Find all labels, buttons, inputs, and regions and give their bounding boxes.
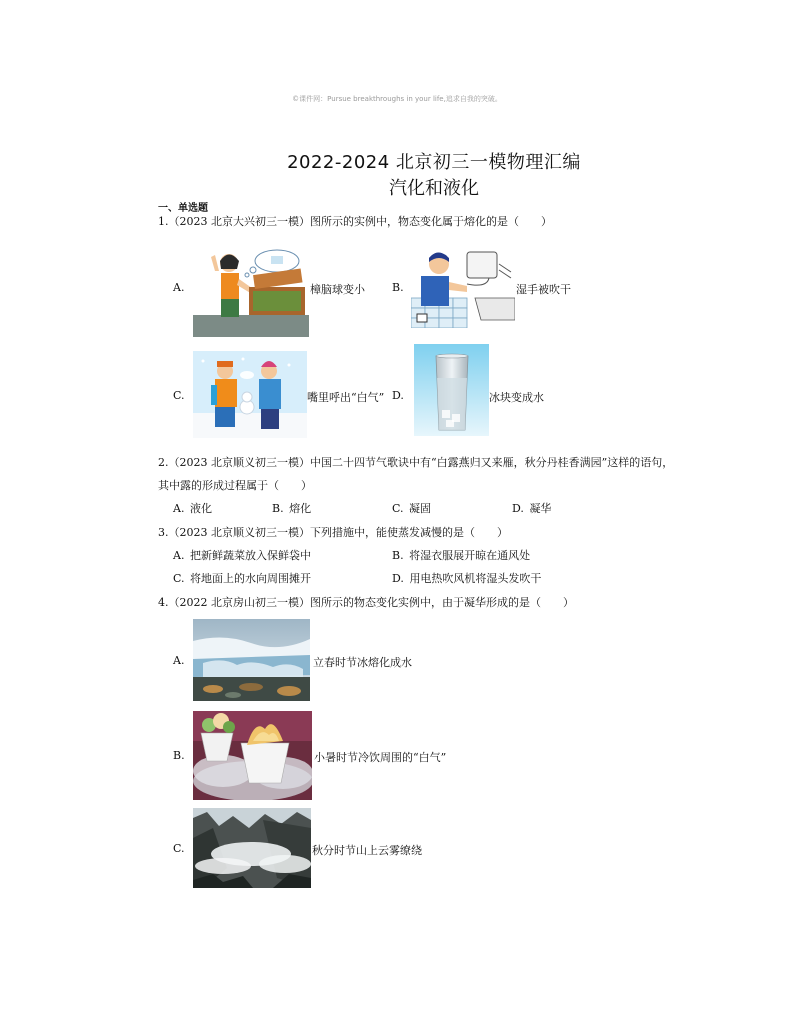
- q1-option-d-label: 冰块变成水: [489, 391, 544, 404]
- q3-option-b-letter: B.: [392, 549, 404, 562]
- q3-option-d: [392, 572, 541, 586]
- q4-option-a-image: [193, 619, 310, 701]
- question-3-stem: 3.（2023 北京顺义初三一模）下列措施中，能使蒸发减慢的是（ ）: [158, 526, 508, 539]
- q2-option-a: [173, 502, 212, 516]
- q2-option-a-letter: A.: [173, 502, 185, 515]
- q3-option-c-text: 将地面上的水向周围摊开: [190, 572, 312, 585]
- q3-option-b-text: 将湿衣服展开晾在通风处: [409, 549, 531, 562]
- q2-option-b-letter: B.: [272, 502, 284, 515]
- q3-option-a-text: 把新鲜蔬菜放入保鲜袋中: [189, 549, 311, 562]
- q4-option-c-label: 秋分时节山上云雾缭绕: [312, 844, 422, 857]
- document-title: 2022-2024 北京初三一模物理汇编: [287, 152, 581, 173]
- q2-option-b-text: 熔化: [289, 502, 312, 515]
- q4-option-c-letter: C.: [173, 842, 185, 855]
- question-2-stem-line1: 2.（2023 北京顺义初三一模）中国二十四节气歌诀中有“白露燕归又来雁，秋分丹桂香满园”这样的语句，: [158, 456, 674, 469]
- q1-option-b-label: 湿手被吹干: [516, 283, 571, 296]
- q3-option-a: [173, 549, 311, 563]
- q2-option-c-letter: C.: [392, 502, 404, 515]
- q1-option-c-image: [193, 351, 307, 438]
- q3-option-c: [173, 572, 311, 586]
- q1-option-d-image: [414, 344, 489, 436]
- q2-option-c-text: 凝固: [409, 502, 432, 515]
- q4-option-c-image: [193, 808, 311, 888]
- q2-option-d-text: 凝华: [529, 502, 552, 515]
- q1-option-b-letter: B.: [392, 281, 404, 294]
- document-subtitle: 汽化和液化: [389, 178, 479, 199]
- q4-option-a-label: 立春时节冰熔化成水: [313, 656, 412, 669]
- q3-option-d-letter: D.: [392, 572, 404, 585]
- q1-option-b-image: [411, 248, 515, 328]
- q2-option-a-text: 液化: [189, 502, 212, 515]
- q1-option-d-letter: D.: [392, 389, 404, 402]
- q2-option-c: [392, 502, 431, 516]
- question-4-stem: 4.（2022 北京房山初三一模）图所示的物态变化实例中，由于凝华形成的是（ ）: [158, 596, 574, 609]
- q2-option-b: [272, 502, 311, 516]
- q1-option-c-label: 嘴里呼出“白气”: [307, 391, 385, 404]
- q1-option-c-letter: C.: [173, 389, 185, 402]
- q1-option-a-label: 樟脑球变小: [310, 283, 365, 296]
- q4-option-b-label: 小暑时节冷饮周围的“白气”: [314, 751, 447, 764]
- q1-option-a-image: [193, 245, 309, 337]
- q3-option-c-letter: C.: [173, 572, 185, 585]
- section-heading: 一、单选题: [158, 203, 208, 214]
- q3-option-d-text: 用电热吹风机将湿头发吹干: [409, 572, 542, 585]
- q3-option-a-letter: A.: [173, 549, 185, 562]
- q3-option-b: [392, 549, 530, 563]
- q2-option-d-letter: D.: [512, 502, 524, 515]
- question-2-stem-line2: 其中露的形成过程属于（ ）: [158, 479, 312, 492]
- q4-option-b-letter: B.: [173, 749, 185, 762]
- watermark: ©课件网：Pursue breakthroughs in your life,追求自我的突破。: [292, 95, 502, 103]
- q4-option-b-image: [193, 711, 312, 800]
- q4-option-a-letter: A.: [173, 654, 185, 667]
- q2-option-d: [512, 502, 551, 516]
- q1-option-a-letter: A.: [173, 281, 185, 294]
- question-1-stem: 1.（2023 北京大兴初三一模）图所示的实例中，物态变化属于熔化的是（ ）: [158, 215, 552, 228]
